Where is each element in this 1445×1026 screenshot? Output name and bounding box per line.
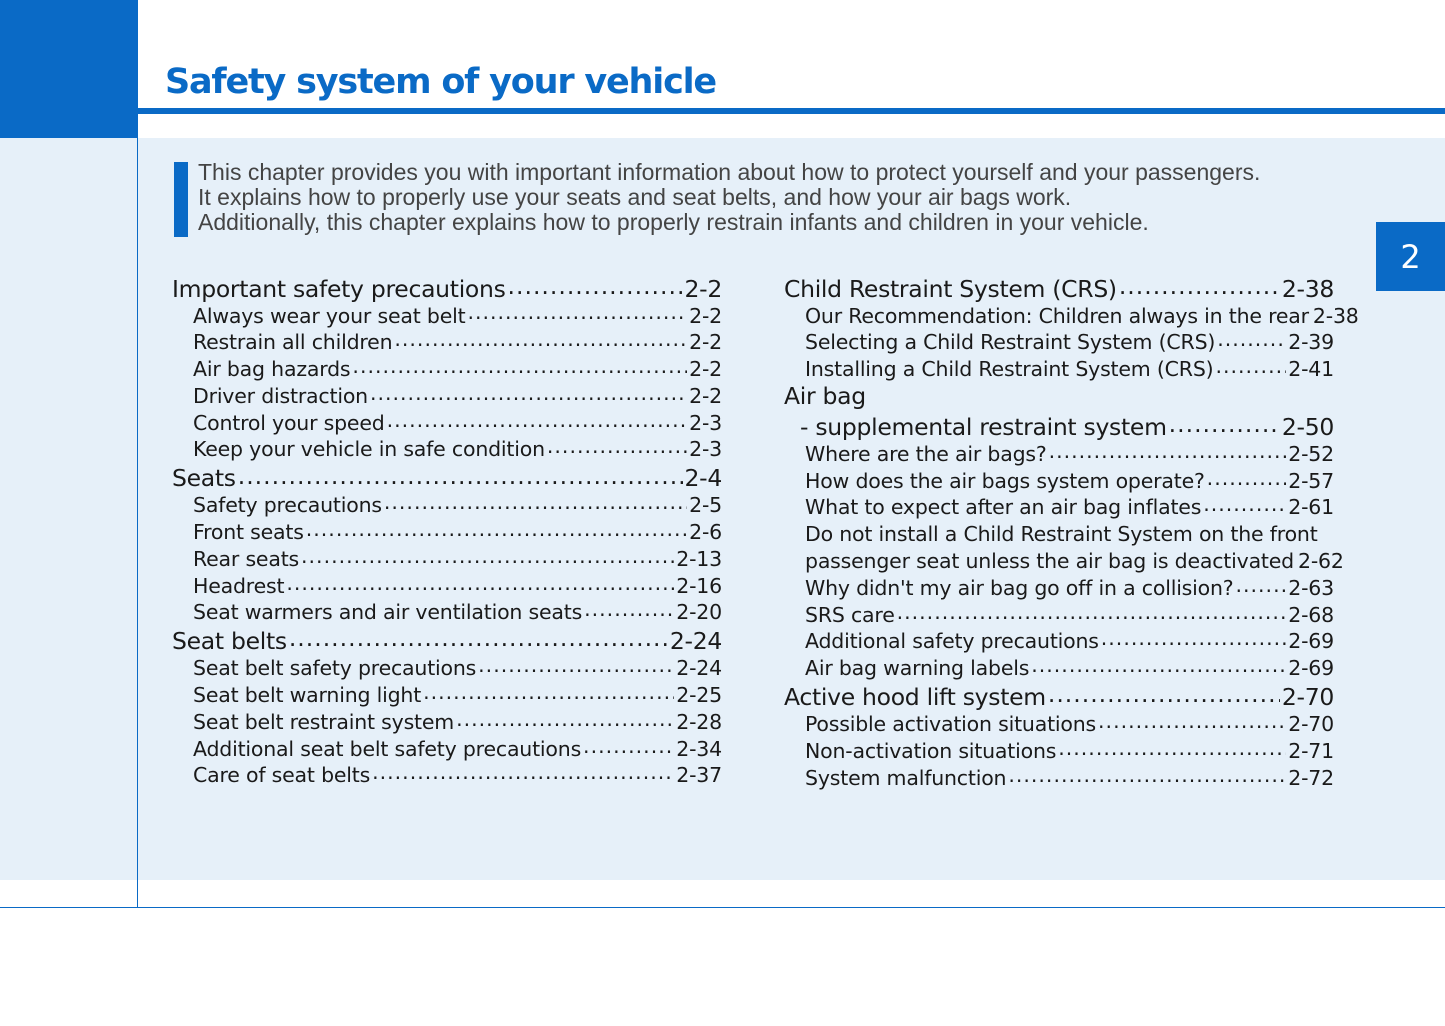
toc-page: 2-4 bbox=[684, 464, 722, 493]
toc-entry[interactable] bbox=[172, 682, 722, 709]
toc-page: 2-3 bbox=[689, 410, 722, 435]
toc-page: 2-24 bbox=[676, 656, 722, 681]
toc-page: 2-2 bbox=[689, 303, 722, 328]
toc-page: 2-61 bbox=[1288, 495, 1334, 520]
toc-label: Seat belts bbox=[172, 627, 287, 656]
chapter-number: 2 bbox=[1400, 237, 1421, 276]
toc-page: 2-68 bbox=[1288, 602, 1334, 627]
toc-entry[interactable] bbox=[784, 467, 1334, 494]
toc-leader bbox=[1058, 737, 1286, 758]
toc-leader bbox=[478, 655, 674, 676]
intro-accent-bar bbox=[174, 162, 188, 237]
toc-entry[interactable] bbox=[172, 302, 722, 329]
toc-page: 2-34 bbox=[676, 736, 722, 761]
toc-leader bbox=[372, 762, 674, 783]
toc-entry[interactable] bbox=[172, 356, 722, 383]
toc-label: Why didn't my air bag go off in a collision? bbox=[805, 575, 1234, 600]
toc-leader bbox=[289, 626, 668, 650]
toc-entry[interactable] bbox=[172, 329, 722, 356]
toc-label: Air bag bbox=[784, 382, 866, 411]
toc-label: Seat belt safety precautions bbox=[193, 656, 477, 681]
corner-color-block bbox=[0, 0, 138, 138]
toc-page: 2-37 bbox=[676, 763, 722, 788]
toc-entry[interactable] bbox=[172, 436, 722, 463]
toc-entry[interactable] bbox=[172, 409, 722, 436]
toc-label: Headrest bbox=[193, 573, 285, 598]
toc-entry[interactable] bbox=[784, 302, 1359, 329]
bottom-rule bbox=[0, 907, 1445, 908]
intro-line: Additionally, this chapter explains how to properly restrain infants and children in your vehicle. bbox=[198, 209, 1149, 235]
toc-page: 2-2 bbox=[689, 357, 722, 382]
toc-entry[interactable] bbox=[172, 655, 722, 682]
toc-label: Do not install a Child Restraint System on the front bbox=[805, 521, 1318, 546]
toc-label: Possible activation situations bbox=[805, 712, 1097, 737]
toc-page: 2-28 bbox=[676, 709, 722, 734]
intro-line: It explains how to properly use your seats and seat belts, and how your air bags work. bbox=[198, 184, 1072, 210]
title-underline bbox=[138, 108, 1445, 114]
toc-entry[interactable] bbox=[784, 356, 1334, 383]
toc-leader bbox=[1203, 494, 1286, 515]
toc-leader bbox=[1207, 467, 1287, 488]
toc-page: 2-3 bbox=[689, 437, 722, 462]
toc-leader bbox=[456, 708, 674, 729]
toc-entry-line[interactable] bbox=[784, 521, 1334, 548]
toc-page: 2-57 bbox=[1288, 468, 1334, 493]
toc-entry[interactable] bbox=[784, 440, 1334, 467]
toc-page: 2-6 bbox=[689, 520, 722, 545]
toc-page: 2-72 bbox=[1288, 765, 1334, 790]
toc-label: Non-activation situations bbox=[805, 738, 1057, 763]
toc-leader bbox=[306, 519, 687, 540]
toc-entry[interactable] bbox=[172, 708, 722, 735]
toc-page: 2-39 bbox=[1288, 330, 1334, 355]
toc-entry[interactable] bbox=[784, 574, 1334, 601]
toc-label: What to expect after an air bag inflates bbox=[805, 495, 1202, 520]
left-margin-line bbox=[137, 138, 138, 908]
toc-section[interactable] bbox=[172, 626, 722, 655]
toc-section[interactable] bbox=[172, 273, 722, 302]
toc-leader bbox=[1101, 628, 1287, 649]
toc-left-column bbox=[172, 273, 722, 789]
toc-entry[interactable] bbox=[172, 599, 722, 626]
toc-entry[interactable] bbox=[784, 494, 1334, 521]
toc-label: - supplemental restraint system bbox=[800, 412, 1167, 441]
toc-leader bbox=[584, 599, 674, 620]
toc-page: 2-69 bbox=[1288, 656, 1334, 681]
toc-leader bbox=[467, 302, 687, 323]
toc-label: Important safety precautions bbox=[172, 274, 506, 303]
toc-page: 2-69 bbox=[1288, 629, 1334, 654]
toc-leader bbox=[370, 382, 687, 403]
toc-label: Restrain all children bbox=[193, 330, 393, 355]
toc-leader bbox=[1008, 764, 1286, 785]
toc-label: passenger seat unless the air bag is deactivated bbox=[805, 549, 1294, 574]
toc-leader bbox=[1031, 655, 1286, 676]
toc-page: 2-63 bbox=[1288, 575, 1334, 600]
toc-label: Installing a Child Restraint System (CRS) bbox=[805, 357, 1214, 382]
toc-label: Rear seats bbox=[193, 546, 300, 571]
toc-entry[interactable] bbox=[784, 764, 1334, 791]
toc-label: Where are the air bags? bbox=[805, 441, 1047, 466]
toc-section-heading[interactable] bbox=[784, 382, 1334, 411]
toc-page: 2-70 bbox=[1281, 683, 1334, 712]
toc-page: 2-20 bbox=[676, 600, 722, 625]
toc-label: Keep your vehicle in safe condition bbox=[193, 437, 545, 462]
intro-line: This chapter provides you with important information about how to protect yourself and your passengers. bbox=[198, 159, 1261, 185]
toc-leader bbox=[583, 735, 674, 756]
toc-section[interactable] bbox=[784, 682, 1334, 711]
toc-leader bbox=[394, 329, 687, 350]
toc-label: Care of seat belts bbox=[193, 763, 371, 788]
toc-leader bbox=[508, 273, 683, 297]
toc-leader bbox=[1049, 440, 1287, 461]
toc-label: System malfunction bbox=[805, 765, 1007, 790]
toc-entry[interactable] bbox=[784, 548, 1344, 575]
toc-page: 2-5 bbox=[689, 493, 722, 518]
toc-leader bbox=[1048, 682, 1280, 706]
toc-entry[interactable] bbox=[784, 628, 1334, 655]
toc-leader bbox=[1169, 411, 1280, 435]
toc-leader bbox=[387, 409, 688, 430]
toc-page: 2-62 bbox=[1298, 549, 1344, 574]
toc-label: Additional safety precautions bbox=[805, 629, 1099, 654]
toc-section[interactable] bbox=[784, 411, 1334, 440]
toc-page: 2-13 bbox=[676, 546, 722, 571]
toc-page: 2-25 bbox=[676, 683, 722, 708]
toc-entry[interactable] bbox=[784, 601, 1334, 628]
toc-entry[interactable] bbox=[784, 711, 1334, 738]
toc-entry[interactable] bbox=[172, 762, 722, 789]
toc-label: Driver distraction bbox=[193, 383, 368, 408]
toc-entry[interactable] bbox=[172, 735, 722, 762]
toc-entry[interactable] bbox=[172, 545, 722, 572]
toc-label: Air bag warning labels bbox=[805, 656, 1030, 681]
toc-page: 2-2 bbox=[689, 330, 722, 355]
toc-label: Front seats bbox=[193, 520, 304, 545]
toc-label: Control your speed bbox=[193, 410, 385, 435]
toc-entry[interactable] bbox=[784, 737, 1334, 764]
toc-section[interactable] bbox=[172, 463, 722, 492]
page-title: Safety system of your vehicle bbox=[165, 62, 716, 102]
toc-entry[interactable] bbox=[172, 519, 722, 546]
toc-leader bbox=[547, 436, 687, 457]
toc-label: Seat warmers and air ventilation seats bbox=[193, 600, 583, 625]
toc-label: Our Recommendation: Children always in the rear bbox=[805, 303, 1309, 328]
toc-entry[interactable] bbox=[784, 655, 1334, 682]
toc-leader bbox=[352, 356, 687, 377]
toc-page: 2-38 bbox=[1312, 303, 1359, 328]
toc-label: Selecting a Child Restraint System (CRS) bbox=[805, 330, 1216, 355]
toc-label: Seats bbox=[172, 464, 236, 493]
toc-label: Always wear your seat belt bbox=[193, 303, 466, 328]
toc-page: 2-16 bbox=[676, 573, 722, 598]
left-margin-strip bbox=[0, 138, 137, 880]
toc-label: Seat belt restraint system bbox=[193, 709, 455, 734]
toc-page: 2-38 bbox=[1281, 274, 1334, 303]
toc-leader bbox=[423, 682, 674, 703]
toc-leader bbox=[1098, 711, 1286, 732]
toc-page: 2-24 bbox=[669, 627, 722, 656]
toc-leader bbox=[286, 572, 674, 593]
toc-page: 2-2 bbox=[689, 383, 722, 408]
toc-leader bbox=[1119, 273, 1280, 297]
toc-section[interactable] bbox=[784, 273, 1334, 302]
toc-label: SRS care bbox=[805, 602, 895, 627]
toc-label: Active hood lift system bbox=[784, 683, 1046, 712]
toc-label: Child Restraint System (CRS) bbox=[784, 274, 1117, 303]
toc-entry[interactable] bbox=[172, 572, 722, 599]
toc-entry[interactable] bbox=[784, 329, 1334, 356]
toc-right-column bbox=[784, 273, 1359, 791]
toc-leader bbox=[1235, 574, 1286, 595]
chapter-tab bbox=[1376, 222, 1445, 291]
toc-leader bbox=[301, 545, 674, 566]
toc-leader bbox=[238, 463, 683, 487]
toc-label: Seat belt warning light bbox=[193, 683, 422, 708]
intro-paragraph bbox=[198, 160, 1358, 235]
toc-leader bbox=[897, 601, 1287, 622]
toc-page: 2-41 bbox=[1288, 357, 1334, 382]
toc-label: How does the air bags system operate? bbox=[805, 468, 1205, 493]
toc-entry[interactable] bbox=[172, 382, 722, 409]
toc-label: Air bag hazards bbox=[193, 357, 351, 382]
toc-label: Additional seat belt safety precautions bbox=[193, 736, 582, 761]
toc-page: 2-70 bbox=[1288, 712, 1334, 737]
toc-page: 2-2 bbox=[684, 274, 722, 303]
toc-page: 2-50 bbox=[1281, 412, 1334, 441]
toc-page: 2-71 bbox=[1288, 738, 1334, 763]
toc-entry[interactable] bbox=[172, 492, 722, 519]
toc-page: 2-52 bbox=[1288, 441, 1334, 466]
toc-leader bbox=[384, 492, 687, 513]
toc-label: Safety precautions bbox=[193, 493, 382, 518]
toc-leader bbox=[1215, 356, 1286, 377]
toc-leader bbox=[1217, 329, 1286, 350]
